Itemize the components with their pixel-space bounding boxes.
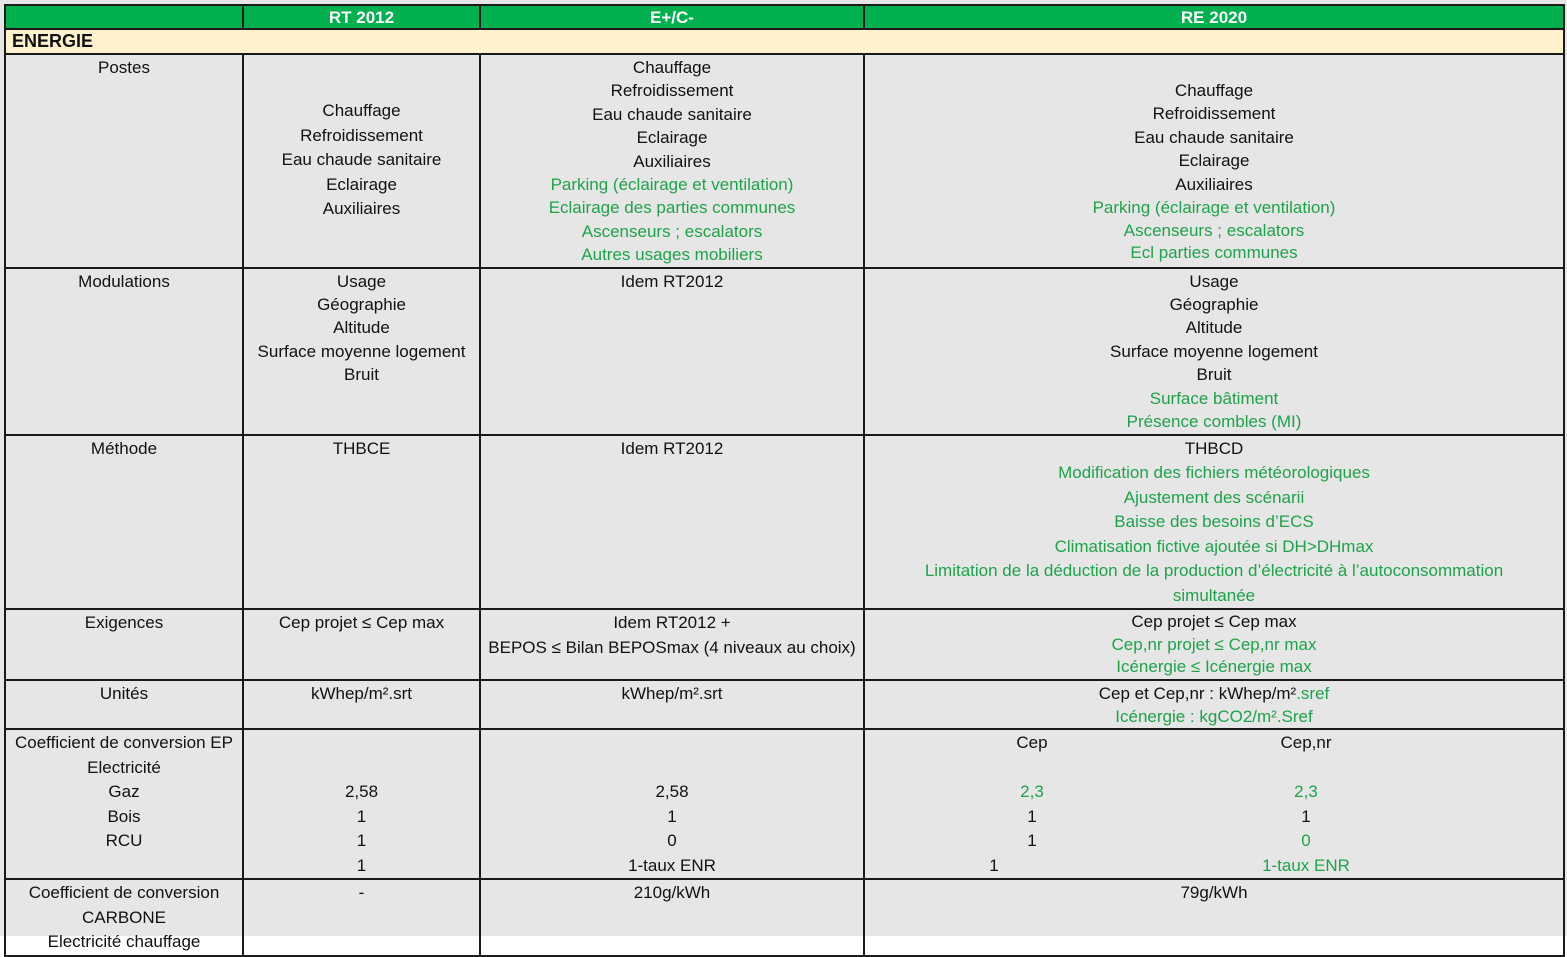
re2020-cepnr-column: Cep,nr 2,3 1 0 1-taux ENR: [1262, 733, 1350, 875]
cell-exigences-rt2012: Cep projet ≤ Cep max: [243, 609, 480, 680]
label-unites: Unités: [5, 680, 243, 730]
list-item-new: Autres usages mobiliers: [581, 245, 763, 265]
header-rt2012: RT 2012: [243, 5, 480, 29]
label-methode: Méthode: [5, 435, 243, 610]
list-item: Auxiliaires: [1175, 174, 1253, 194]
cell-unites-rt2012: kWhep/m².srt: [243, 680, 480, 730]
list-item: Refroidissement: [1152, 104, 1276, 124]
list-item-new: Ascenseurs ; escalators: [581, 221, 763, 241]
list-item-new: Cep,nr projet ≤ Cep,nr max: [1111, 634, 1317, 654]
cell-conversion-carbone-ec: 210g/kWh: [480, 879, 864, 956]
list-item-new: simultanée: [1172, 585, 1256, 605]
cell-methode-ec: Idem RT2012: [480, 435, 864, 610]
list-item-new: Eclairage des parties communes: [548, 198, 796, 218]
label-conversion-carbone: Coefficient de conversion CARBONE Electricité chauffage: [5, 879, 243, 956]
label-modulations: Modulations: [5, 268, 243, 435]
list-item: Chauffage: [1174, 81, 1254, 100]
list-item: Refroidissement: [300, 125, 423, 145]
list-item: Chauffage: [322, 101, 401, 120]
list-item: Altitude: [333, 318, 390, 338]
list-item: Surface moyenne logement: [1110, 341, 1318, 361]
row-unites: [5, 680, 1564, 730]
list-item-new: Présence combles (MI): [1126, 412, 1302, 432]
list-item: Eclairage: [636, 128, 708, 148]
cell-methode-rt2012: THBCE: [243, 435, 480, 610]
row-postes: [5, 54, 1564, 268]
row-exigences: [5, 609, 1564, 680]
list-item: Auxiliaires: [322, 199, 401, 219]
row-conversion-carbone: [5, 879, 1564, 956]
list-item: Auxiliaires: [633, 151, 711, 171]
regulation-comparison-table: [4, 4, 1565, 957]
cell-unites-ec: kWhep/m².srt: [480, 680, 864, 730]
list-item-new: Baisse des besoins d’ECS: [1114, 512, 1314, 531]
list-item: Eau chaude sanitaire: [592, 104, 752, 124]
label-exigences: Exigences: [5, 609, 243, 680]
list-item-new: Modification des fichiers météorologiques: [1058, 463, 1370, 482]
list-item: Surface moyenne logement: [257, 341, 466, 361]
list-item: Eclairage: [1178, 151, 1250, 171]
list-item: Eau chaude sanitaire: [1134, 127, 1294, 147]
list-item: Eau chaude sanitaire: [281, 150, 442, 170]
list-item: Eclairage: [326, 174, 397, 194]
cell-conversion-ep-re2020: [864, 729, 1564, 879]
list-item-new: Icénergie ≤ Icénergie max: [1116, 657, 1312, 676]
list-item-new: Ajustement des scénarii: [1123, 487, 1305, 507]
cell-methode-re2020: [864, 435, 1564, 610]
list-item-new: Ecl parties communes: [1130, 242, 1298, 262]
list-item: Altitude: [1185, 318, 1243, 338]
label-conversion-ep: Coefficient de conversion EP Electricité Gaz Bois RCU: [5, 729, 243, 879]
cell-conversion-ep-ec: 2,58 1 0 1-taux ENR: [480, 729, 864, 879]
list-item: Refroidissement: [610, 81, 734, 101]
list-item: THBCD: [1184, 438, 1244, 458]
cell-postes-re2020: [864, 54, 1564, 268]
cell-exigences-re2020: [864, 609, 1564, 680]
cell-conversion-carbone-re2020: 79g/kWh: [864, 879, 1564, 956]
list-item-new: Parking (éclairage et ventilation): [1092, 198, 1336, 218]
header-corner: [5, 5, 243, 29]
list-item: Cep projet ≤ Cep max: [1131, 612, 1297, 631]
cell-postes-ec: [480, 54, 864, 268]
list-item-new: Parking (éclairage et ventilation): [550, 175, 794, 195]
cell-modulations-rt2012: [243, 268, 480, 435]
row-modulations: [5, 268, 1564, 435]
cell-unites-re2020: Cep et Cep,nr : kWhep/m².sref Icénergie : kgCO2/m².Sref: [864, 680, 1564, 730]
list-item-new: Surface bâtiment: [1149, 388, 1279, 408]
list-item-new: Climatisation fictive ajoutée si DH>DHmax: [1054, 536, 1374, 556]
cell-modulations-re2020: [864, 268, 1564, 435]
list-item: Bruit: [1196, 365, 1232, 385]
list-item: Usage: [336, 271, 387, 291]
section-title: ENERGIE: [5, 29, 1564, 54]
section-row: [5, 29, 1564, 54]
header-row: [5, 5, 1564, 29]
list-item-new: Limitation de la déduction de la production d’électricité à l’autoconsommation: [924, 561, 1504, 580]
row-conversion-ep: [5, 729, 1564, 879]
list-item: Géographie: [1169, 295, 1259, 315]
header-ec: E+/C-: [480, 5, 864, 29]
cell-conversion-ep-rt2012: 2,58 1 1 1: [243, 729, 480, 879]
cell-conversion-carbone-rt2012: -: [243, 879, 480, 956]
header-re2020: RE 2020: [864, 5, 1564, 29]
cell-modulations-ec: Idem RT2012: [480, 268, 864, 435]
list-item: Géographie: [317, 295, 406, 315]
label-postes: Postes: [5, 54, 243, 268]
row-methode: [5, 435, 1564, 610]
list-item-new: Ascenseurs ; escalators: [1123, 221, 1305, 241]
cell-exigences-ec: Idem RT2012 + BEPOS ≤ Bilan BEPOSmax (4 niveaux au choix): [480, 609, 864, 680]
cell-postes-rt2012: [243, 54, 480, 268]
list-item: Bruit: [344, 365, 379, 385]
list-item: Usage: [1189, 271, 1239, 291]
re2020-cep-column: Cep 2,3 1 1 1: [989, 733, 1048, 875]
list-item: Chauffage: [632, 58, 712, 77]
